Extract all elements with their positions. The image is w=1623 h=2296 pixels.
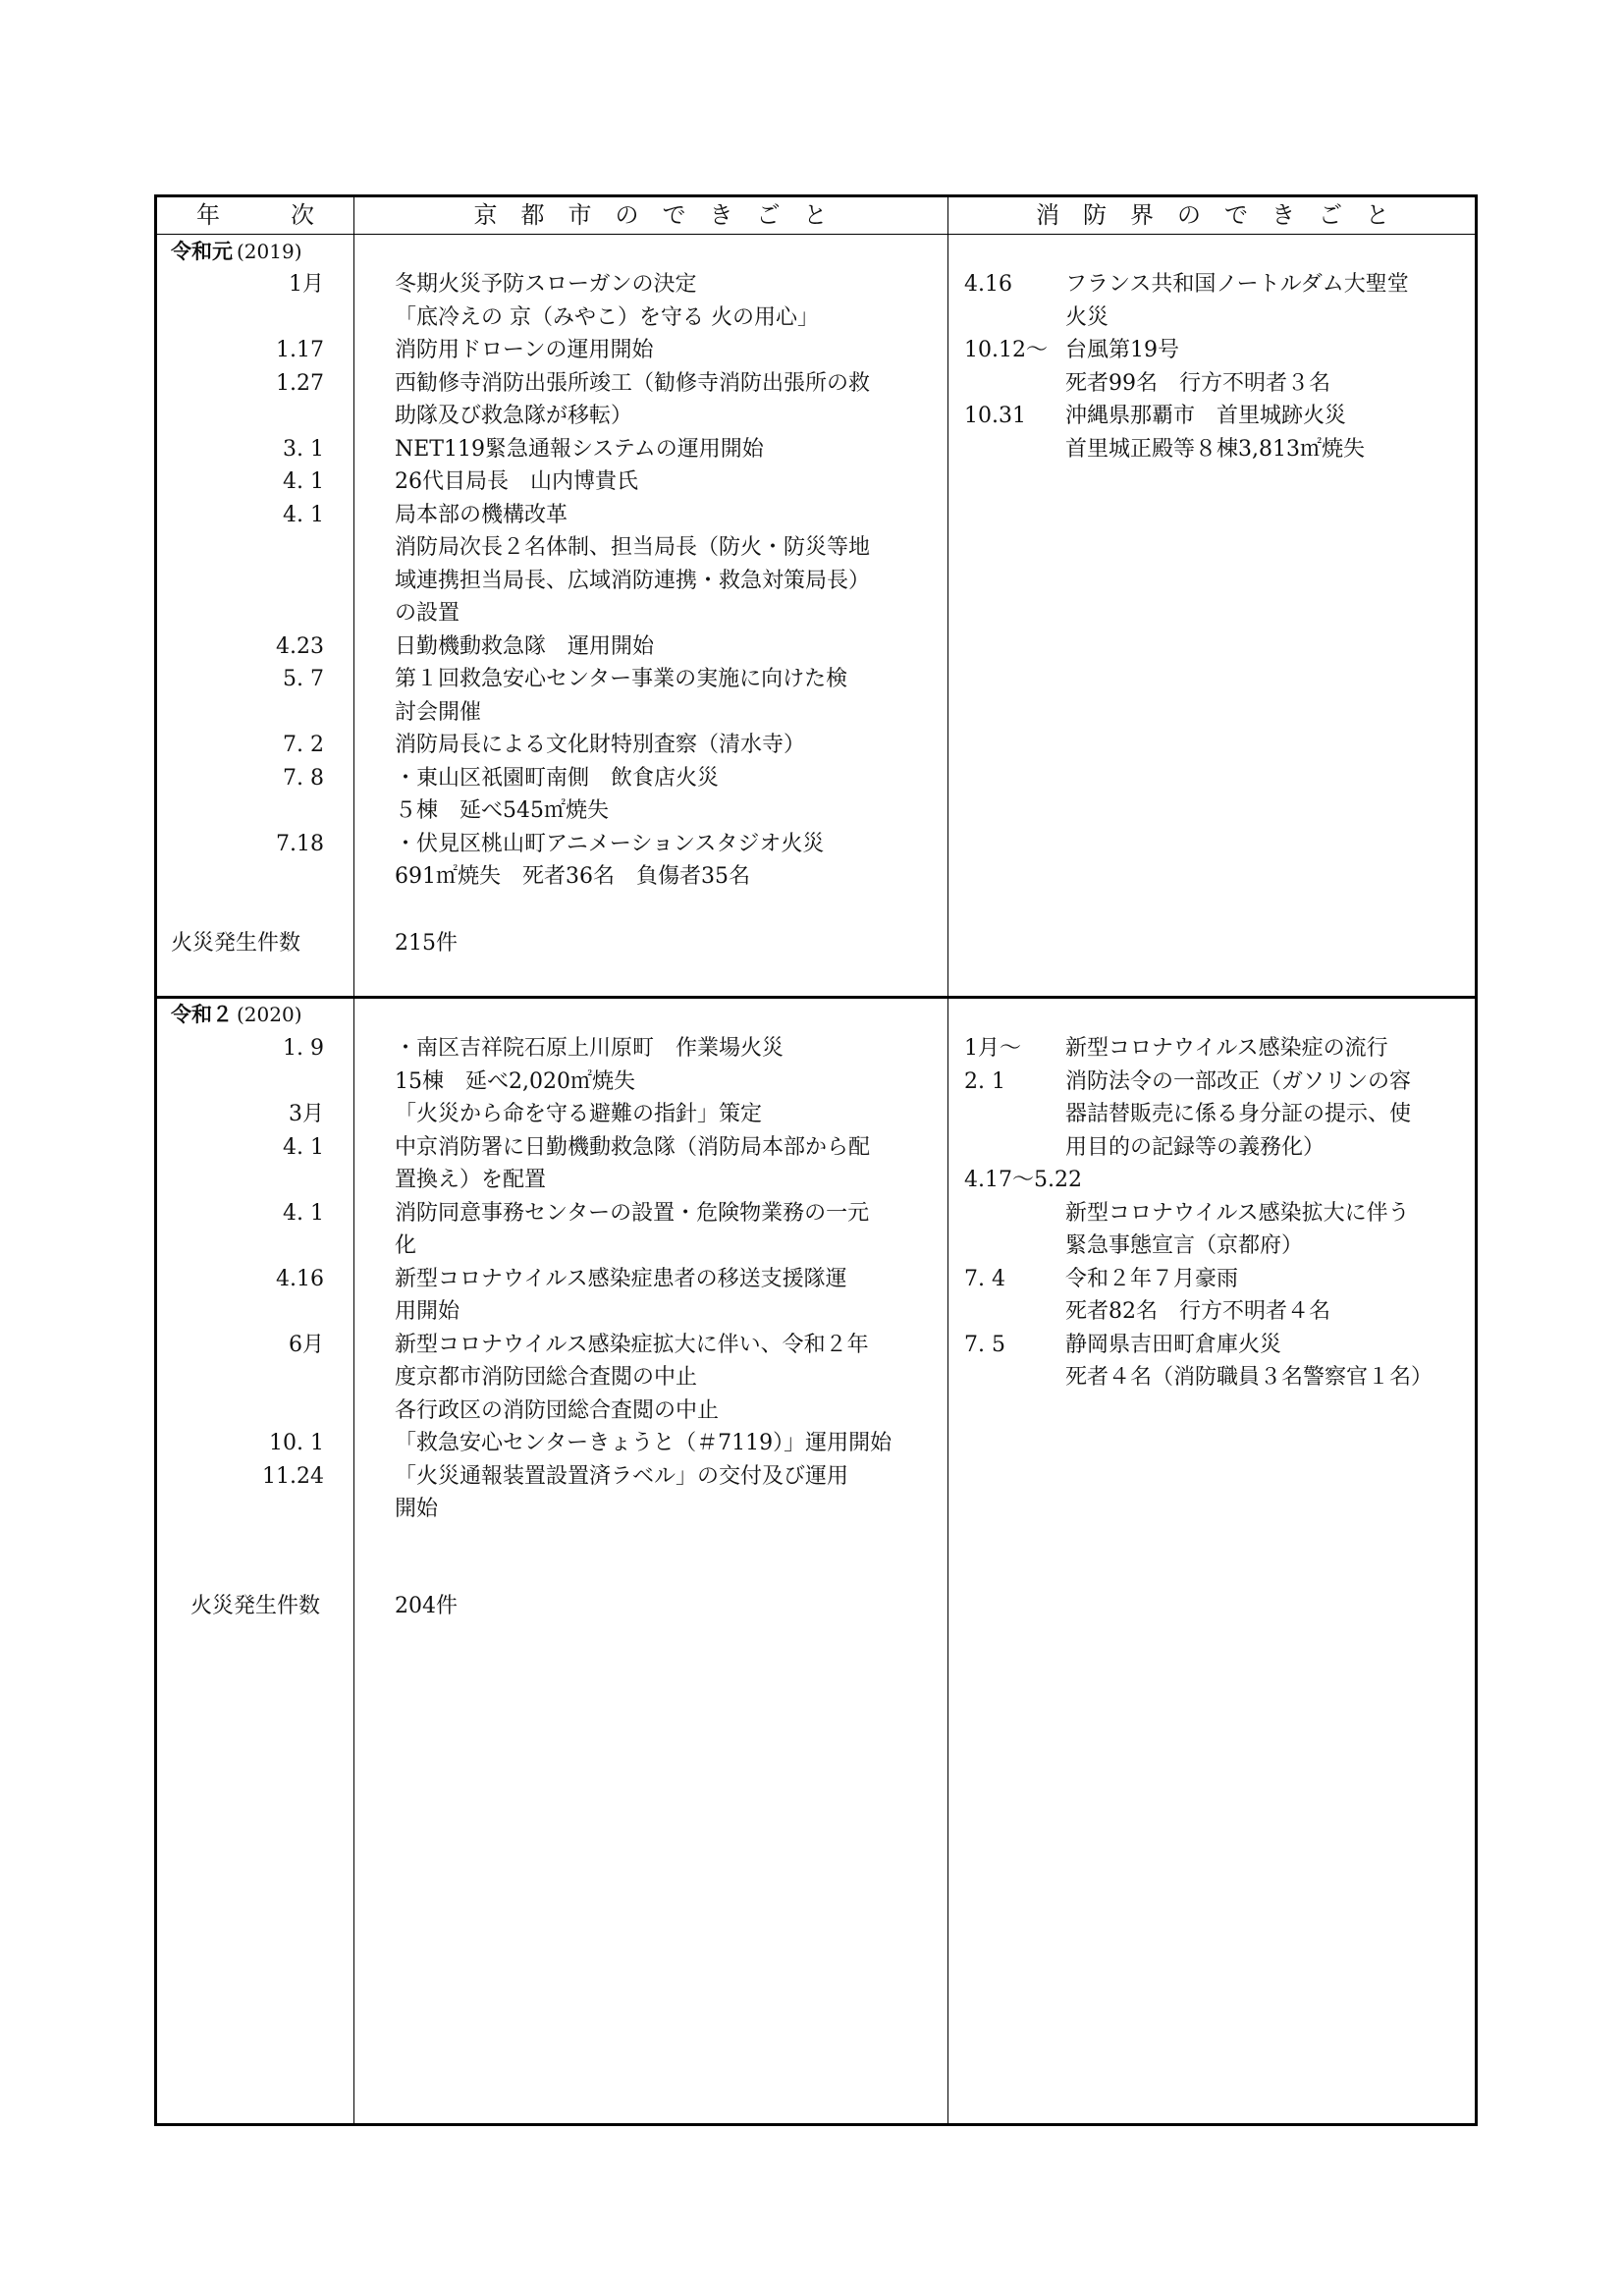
event-date: 4. 1: [283, 1134, 324, 1160]
event-date: 3. 1: [283, 436, 324, 462]
event-date: 10.31: [964, 404, 1026, 428]
event-date: 4. 1: [283, 469, 324, 494]
event-text: 消防同意事務センターの設置・危険物業務の一元: [395, 1200, 870, 1226]
event-date: 4.16: [964, 272, 1012, 297]
era-year: (2020): [237, 1003, 302, 1026]
event-date: [177, 301, 324, 334]
event-date: 11.24: [262, 1463, 324, 1489]
event-date: [177, 565, 324, 597]
event-date: [964, 301, 1072, 334]
event-date: 4.23: [276, 633, 324, 659]
fire-count-label: 火災発生件数: [190, 1594, 321, 1618]
header-year: 年 次: [196, 201, 314, 229]
event-text: 「底冷えの 京（みやこ）を守る 火の用心」: [395, 304, 819, 330]
event-text: 中京消防署に日勤機動救急隊（消防局本部から配: [395, 1134, 871, 1160]
event-text: 「火災通報装置設置済ラベル」の交付及び運用: [395, 1463, 849, 1489]
event-text: 死者４名（消防職員３名警察官１名）: [1065, 1365, 1434, 1390]
event-date: [964, 1230, 1072, 1262]
event-text: ５棟 延べ545㎡焼失: [395, 798, 609, 823]
event-date: 4.17～5.22: [964, 1168, 1082, 1192]
event-date: 7. 4: [964, 1266, 1005, 1291]
event-text: 冬期火災予防スローガンの決定: [395, 272, 697, 297]
event-text: 緊急事態宣言（京都府）: [1065, 1233, 1304, 1258]
event-date: 3月: [289, 1102, 324, 1126]
event-date: 7.18: [276, 831, 324, 856]
event-text: 沖縄県那覇市 首里城跡火災: [1065, 404, 1347, 428]
event-text: 「火災から命を守る避難の指針」策定: [395, 1102, 763, 1126]
event-date: 1.27: [276, 370, 324, 396]
event-date: [177, 1230, 324, 1262]
era-name: 令和２: [171, 1003, 233, 1026]
event-text: 「救急安心センターきょうと（＃7119）」運用開始: [395, 1431, 893, 1455]
event-date: [177, 400, 324, 432]
era-name: 令和元: [171, 240, 233, 263]
event-text: 首里城正殿等８棟3,813㎡焼失: [1065, 436, 1365, 462]
event-date: 7. 5: [964, 1332, 1005, 1357]
event-date: 1.17: [276, 338, 324, 362]
header-divider: [157, 234, 1475, 235]
event-date: [177, 696, 324, 729]
column-divider: [947, 197, 948, 2123]
fire-count-label: 火災発生件数: [171, 931, 301, 956]
event-text: 死者82名 行方不明者４名: [1065, 1299, 1330, 1324]
event-date: 2. 1: [964, 1068, 1005, 1094]
fire-count-value: 215件: [395, 931, 458, 956]
event-date: [964, 367, 1072, 400]
event-date: 4.16: [276, 1266, 324, 1291]
event-text: 助隊及び救急隊が移転）: [395, 404, 633, 428]
event-text: 静岡県吉田町倉庫火災: [1065, 1332, 1282, 1357]
event-date: [177, 1164, 324, 1196]
event-date: [177, 794, 324, 827]
event-date: 1月～: [964, 1036, 1021, 1061]
event-date: 4. 1: [283, 502, 324, 527]
event-text: NET119緊急通報システムの運用開始: [395, 436, 764, 462]
event-text: ・東山区祇園町南側 飲食店火災: [395, 765, 720, 791]
event-date: 1. 9: [283, 1036, 324, 1061]
event-text: 置換え）を配置: [395, 1168, 547, 1192]
event-date: [964, 1098, 1072, 1130]
event-date: 4. 1: [283, 1200, 324, 1226]
event-text: ・伏見区桃山町アニメーションスタジオ火災: [395, 831, 825, 856]
event-date: [964, 1197, 1072, 1230]
event-date: [177, 1493, 324, 1525]
event-text: 開始: [395, 1497, 439, 1521]
event-date: [177, 531, 324, 564]
event-text: 26代目局長 山内博貴氏: [395, 469, 638, 494]
event-date: [177, 860, 324, 893]
event-date: [177, 1295, 324, 1328]
event-date: 7. 8: [283, 765, 324, 791]
event-text: 西勧修寺消防出張所竣工（勧修寺消防出張所の救: [395, 370, 871, 396]
event-text: 令和２年７月豪雨: [1065, 1266, 1239, 1291]
event-date: 1月: [289, 272, 324, 297]
fire-count-value: 204件: [395, 1594, 458, 1618]
event-text: 消防局長による文化財特別査察（清水寺）: [395, 733, 806, 757]
event-date: [964, 1361, 1072, 1394]
event-text: 討会開催: [395, 699, 482, 725]
event-text: の設置: [395, 601, 460, 626]
era-label: [171, 1000, 302, 1030]
event-text: 火災: [1065, 304, 1109, 330]
header-fire-service-events: 消 防 界 の で き ご と: [1036, 201, 1389, 229]
event-text: 消防局次長２名体制、担当局長（防火・防災等地: [395, 535, 871, 560]
event-text: 691㎡焼失 死者36名 負傷者35名: [395, 864, 750, 889]
event-date: [177, 1066, 324, 1098]
era-label: [171, 237, 302, 267]
event-date: 5. 7: [283, 667, 324, 691]
event-text: 消防用ドローンの運用開始: [395, 338, 654, 362]
event-date: 10. 1: [269, 1431, 324, 1455]
event-text: ・南区吉祥院石原上川原町 作業場火災: [395, 1036, 784, 1061]
chronology-table: [154, 194, 1478, 2126]
event-text: 新型コロナウイルス感染症拡大に伴い、令和２年: [395, 1332, 869, 1357]
column-divider: [353, 197, 354, 2123]
event-text: 化: [395, 1233, 417, 1258]
event-text: 度京都市消防団総合査閲の中止: [395, 1365, 698, 1390]
event-text: 台風第19号: [1065, 338, 1179, 362]
event-text: フランス共和国ノートルダム大聖堂: [1065, 272, 1409, 297]
event-text: 死者99名 行方不明者３名: [1065, 370, 1330, 396]
event-text: 各行政区の消防団総合査閲の中止: [395, 1397, 720, 1423]
event-text: 15棟 延べ2,020㎡焼失: [395, 1068, 635, 1094]
event-text: 第１回救急安心センター事業の実施に向けた検: [395, 667, 848, 691]
event-text: 新型コロナウイルス感染症の流行: [1065, 1036, 1388, 1061]
event-text: 新型コロナウイルス感染拡大に伴う: [1065, 1200, 1410, 1226]
event-text: 消防法令の一部改正（ガソリンの容: [1065, 1068, 1412, 1094]
event-date: 6月: [289, 1332, 324, 1357]
event-date: 10.12～: [964, 338, 1048, 362]
event-text: 域連携担当局長、広域消防連携・救急対策局長）: [395, 568, 871, 593]
event-date: [177, 1361, 324, 1394]
event-date: 7. 2: [283, 733, 324, 757]
event-text: 器詰替販売に係る身分証の提示、使: [1065, 1102, 1412, 1126]
event-text: 新型コロナウイルス感染症患者の移送支援隊運: [395, 1266, 847, 1291]
section-divider: [157, 996, 1475, 999]
event-text: 用開始: [395, 1299, 460, 1324]
event-date: [964, 433, 1072, 465]
event-date: [177, 1394, 324, 1427]
event-text: 用目的の記録等の義務化）: [1065, 1134, 1325, 1160]
event-date: [964, 1131, 1072, 1164]
event-text: 局本部の機構改革: [395, 502, 568, 527]
event-date: [177, 597, 324, 629]
event-date: [964, 1295, 1072, 1328]
era-year: (2019): [237, 240, 302, 263]
header-kyoto-events: 京 都 市 の で き ご と: [473, 201, 828, 229]
event-text: 日勤機動救急隊 運用開始: [395, 633, 655, 659]
